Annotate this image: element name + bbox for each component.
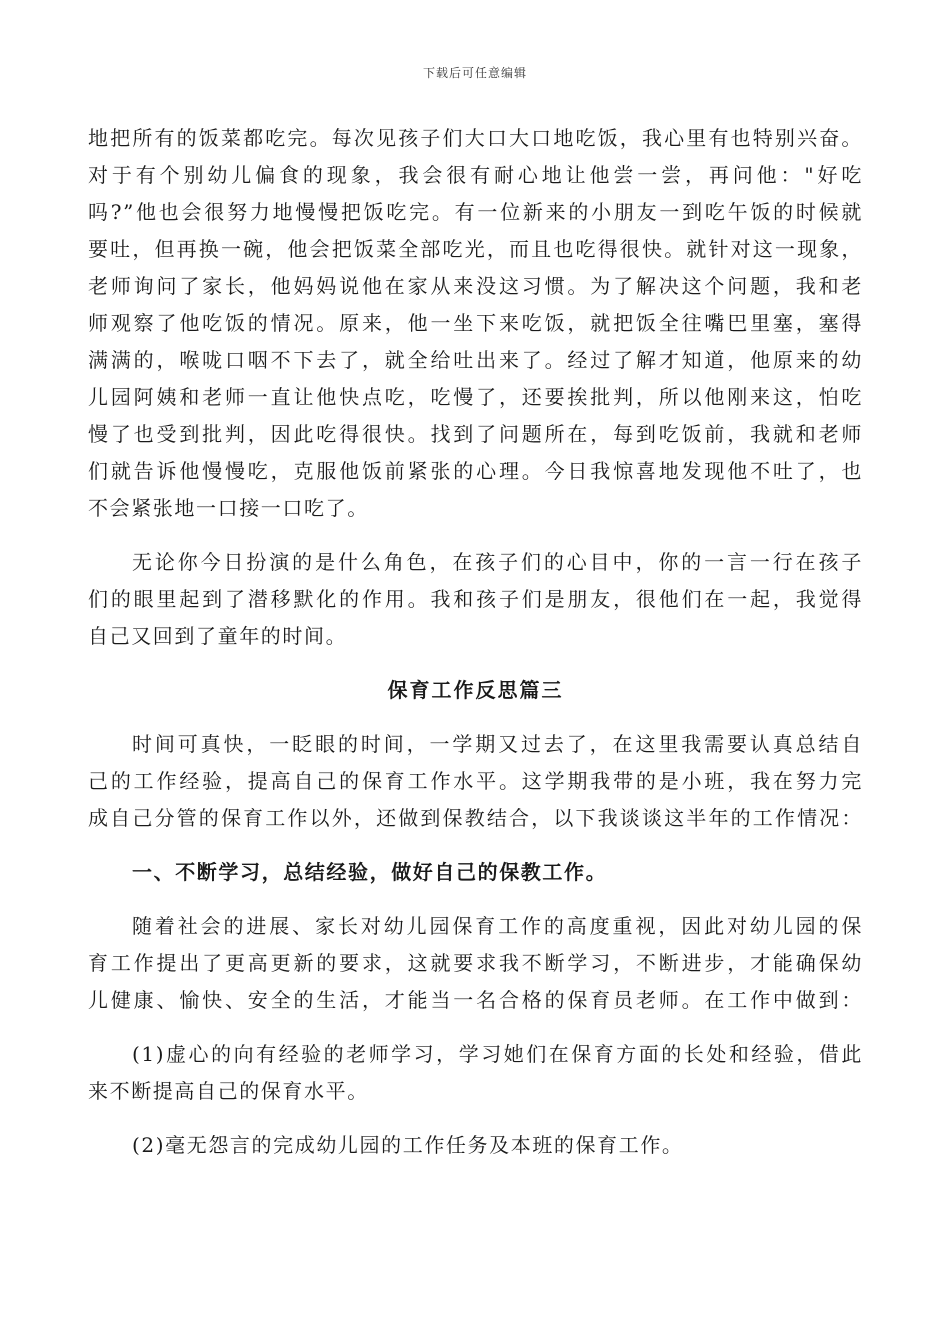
text-line: 儿园阿姨和老师一直让他快点吃，吃慢了，还要挨批判，所以他刚来这，怕吃: [88, 385, 863, 409]
text-line: 来不断提高自己的保育水平。: [88, 1079, 369, 1103]
text-line: (1)虚心的向有经验的老师学习，学习她们在保育方面的长处和经验，借此: [132, 1042, 863, 1066]
text-line: 随着社会的进展、家长对幼儿园保育工作的高度重视，因此对幼儿园的保: [132, 914, 863, 938]
text-line: 对于有个别幼儿偏食的现象，我会很有耐心地让他尝一尝，再问他："好吃: [88, 163, 863, 187]
text-line: 地把所有的饭菜都吃完。每次见孩子们大口大口地吃饭，我心里有也特别兴奋。: [88, 126, 863, 150]
text-line: 们就告诉他慢慢吃，克服他饭前紧张的心理。今日我惊喜地发现他不吐了，也: [88, 459, 863, 483]
page-header-note: 下载后可任意编辑: [422, 66, 527, 80]
paragraph-summary-intro: [88, 726, 863, 837]
text-line: 无论你今日扮演的是什么角色，在孩子们的心目中，你的一言一行在孩子: [132, 550, 863, 574]
section-heading: 一、不断学习，总结经验，做好自己的保教工作。: [132, 860, 608, 884]
document-body: [88, 120, 863, 1164]
text-line: 要吐，但再换一碗，他会把饭菜全部吃光，而且也吃得很快。就针对这一现象，: [88, 237, 863, 261]
text-line: 师观察了他吃饭的情况。原来，他一坐下来吃饭，就把饭全往嘴巴里塞，塞得: [88, 311, 863, 335]
paragraph-study: [88, 908, 863, 1019]
paragraph-meal-story: [88, 120, 863, 527]
text-line: 育工作提出了更高更新的要求，这就要求我不断学习，不断进步，才能确保幼: [88, 951, 863, 975]
text-line: 自己又回到了童年的时间。: [88, 624, 348, 648]
text-line: 己的工作经验，提高自己的保育工作水平。这学期我带的是小班，我在努力完: [88, 769, 863, 793]
list-item: [88, 1036, 863, 1110]
text-line: 们的眼里起到了潜移默化的作用。我和孩子们是朋友，很他们在一起，我觉得: [88, 587, 863, 611]
text-line: 老师询问了家长，他妈妈说他在家从来没这习惯。为了解决这个问题，我和老: [88, 274, 863, 298]
text-line: 儿健康、愉快、安全的生活，才能当一名合格的保育员老师。在工作中做到：: [88, 988, 863, 1012]
section-title: 保育工作反思篇三: [387, 678, 564, 702]
text-line: 吗?”他也会很努力地慢慢把饭吃完。有一位新来的小朋友一到吃午饭的时候就: [88, 200, 863, 224]
text-line: 不会紧张地一口接一口吃了。: [88, 496, 369, 520]
text-line: 慢了也受到批判，因此吃得很快。找到了问题所在，每到吃饭前，我就和老师: [88, 422, 863, 446]
paragraph-role: [88, 544, 863, 655]
list-item: [88, 1127, 863, 1164]
text-line: 满满的，喉咙口咽不下去了，就全给吐出来了。经过了解才知道，他原来的幼: [88, 348, 863, 372]
text-line: 时间可真快，一眨眼的时间，一学期又过去了，在这里我需要认真总结自: [132, 732, 863, 756]
text-line: (2)毫无怨言的完成幼儿园的工作任务及本班的保育工作。: [132, 1133, 684, 1157]
text-line: 成自己分管的保育工作以外，还做到保教结合，以下我谈谈这半年的工作情况：: [88, 806, 863, 830]
